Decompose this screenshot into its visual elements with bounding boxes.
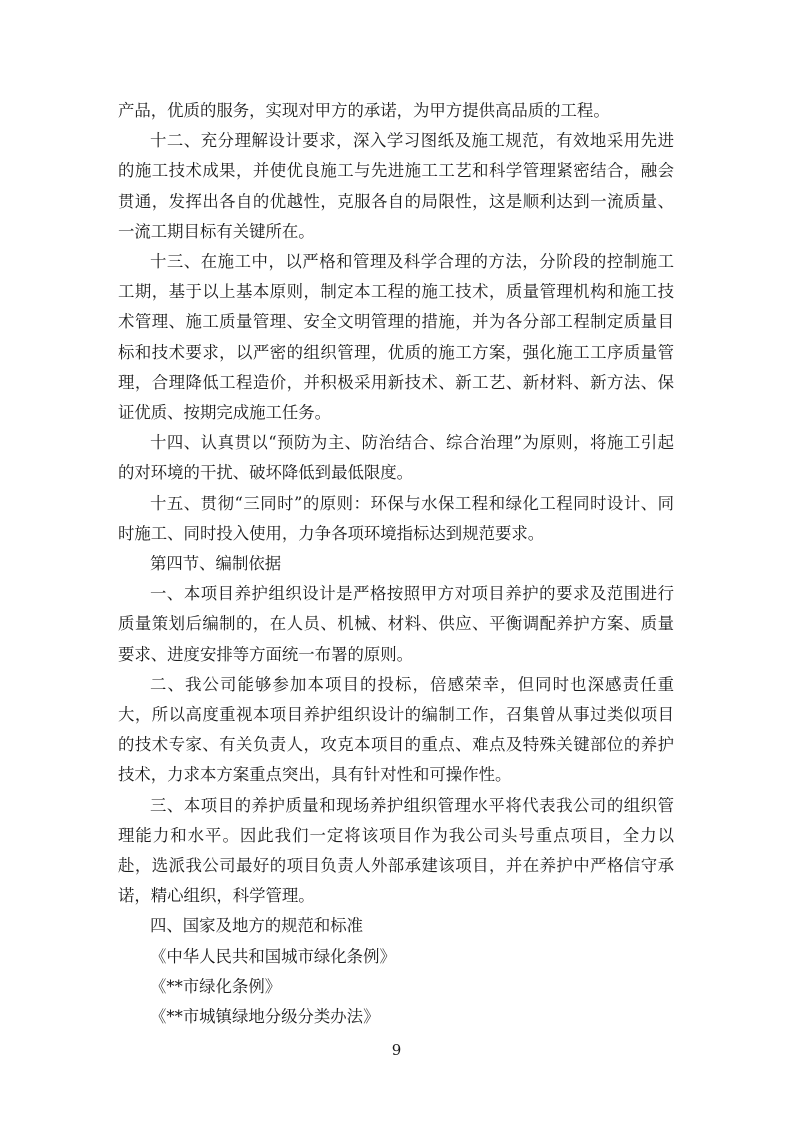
paragraph-basis-4: 四、国家及地方的规范和标准 xyxy=(150,916,364,936)
paragraph-item-12: 十二、充分理解设计要求，深入学习图纸及施工规范，有效地采用先进的施工技术成果，并使优良施工与先进施工工艺和科学管理紧密结合，融会贯通，发挥出各自的优越性，克服各自的局限性，这是顺利达到一流质量、一流工期目标有关键所在。 xyxy=(118,131,674,241)
paragraph-basis-1: 一、本项目养护组织设计是严格按照甲方对项目养护的要求及范围进行质量策划后编制的，在人员、机械、材料、供应、平衡调配养护方案、质量要求、进度安排等方面统一布署的原则。 xyxy=(118,584,674,664)
paragraph: 产品，优质的服务，实现对甲方的承诺，为甲方提供高品质的工程。 xyxy=(118,101,610,120)
paragraph-basis-3: 三、本项目的养护质量和现场养护组织管理水平将代表我公司的组织管理能力和水平。因此我们一定将该项目作为我公司头号重点项目，全力以赴，选派我公司最好的项目负责人外部承建该项目，并在养护中严格信守承诺，精心组织，科学管理。 xyxy=(118,795,674,906)
paragraph-item-14: 十四、认真贯以“预防为主、防治结合、综合治理”为原则，将施工引起的对环境的干扰、破坏降低到最低限度。 xyxy=(118,433,674,483)
paragraph-item-15: 十五、贯彻“三同时”的原则：环保与水保工程和绿化工程同时设计、同时施工、同时投入使用，力争各项环境指标达到规范要求。 xyxy=(118,493,674,543)
regulation-title: 《**市绿化条例》 xyxy=(150,976,282,996)
section-heading: 第四节、编制依据 xyxy=(150,554,282,574)
regulation-title: 《中华人民共和国城市绿化条例》 xyxy=(150,946,396,966)
page-number: 9 xyxy=(391,1041,402,1059)
paragraph-item-13: 十三、在施工中，以严格和管理及科学合理的方法，分阶段的控制施工工期，基于以上基本原则，制定本工程的施工技术，质量管理机构和施工技术管理、施工质量管理、安全文明管理的措施，并为各分部工程制定质量目标和技术要求，以严密的组织管理，优质的施工方案，强化施工工序质量管理，合理降低工程造价，并积极采用新技术、新工艺、新材料、新方法、保证优质、按期完成施工任务。 xyxy=(118,252,674,423)
regulation-title: 《**市城镇绿地分级分类办法》 xyxy=(150,1007,380,1027)
paragraph-basis-2: 二、我公司能够参加本项目的投标，倍感荣幸，但同时也深感责任重大，所以高度重视本项目养护组织设计的编制工作，召集曾从事过类似项目的技术专家、有关负责人，攻克本项目的重点、难点及特殊关键部位的养护技术，力求本方案重点突出，具有针对性和可操作性。 xyxy=(118,674,674,785)
page-body xyxy=(118,96,674,1032)
